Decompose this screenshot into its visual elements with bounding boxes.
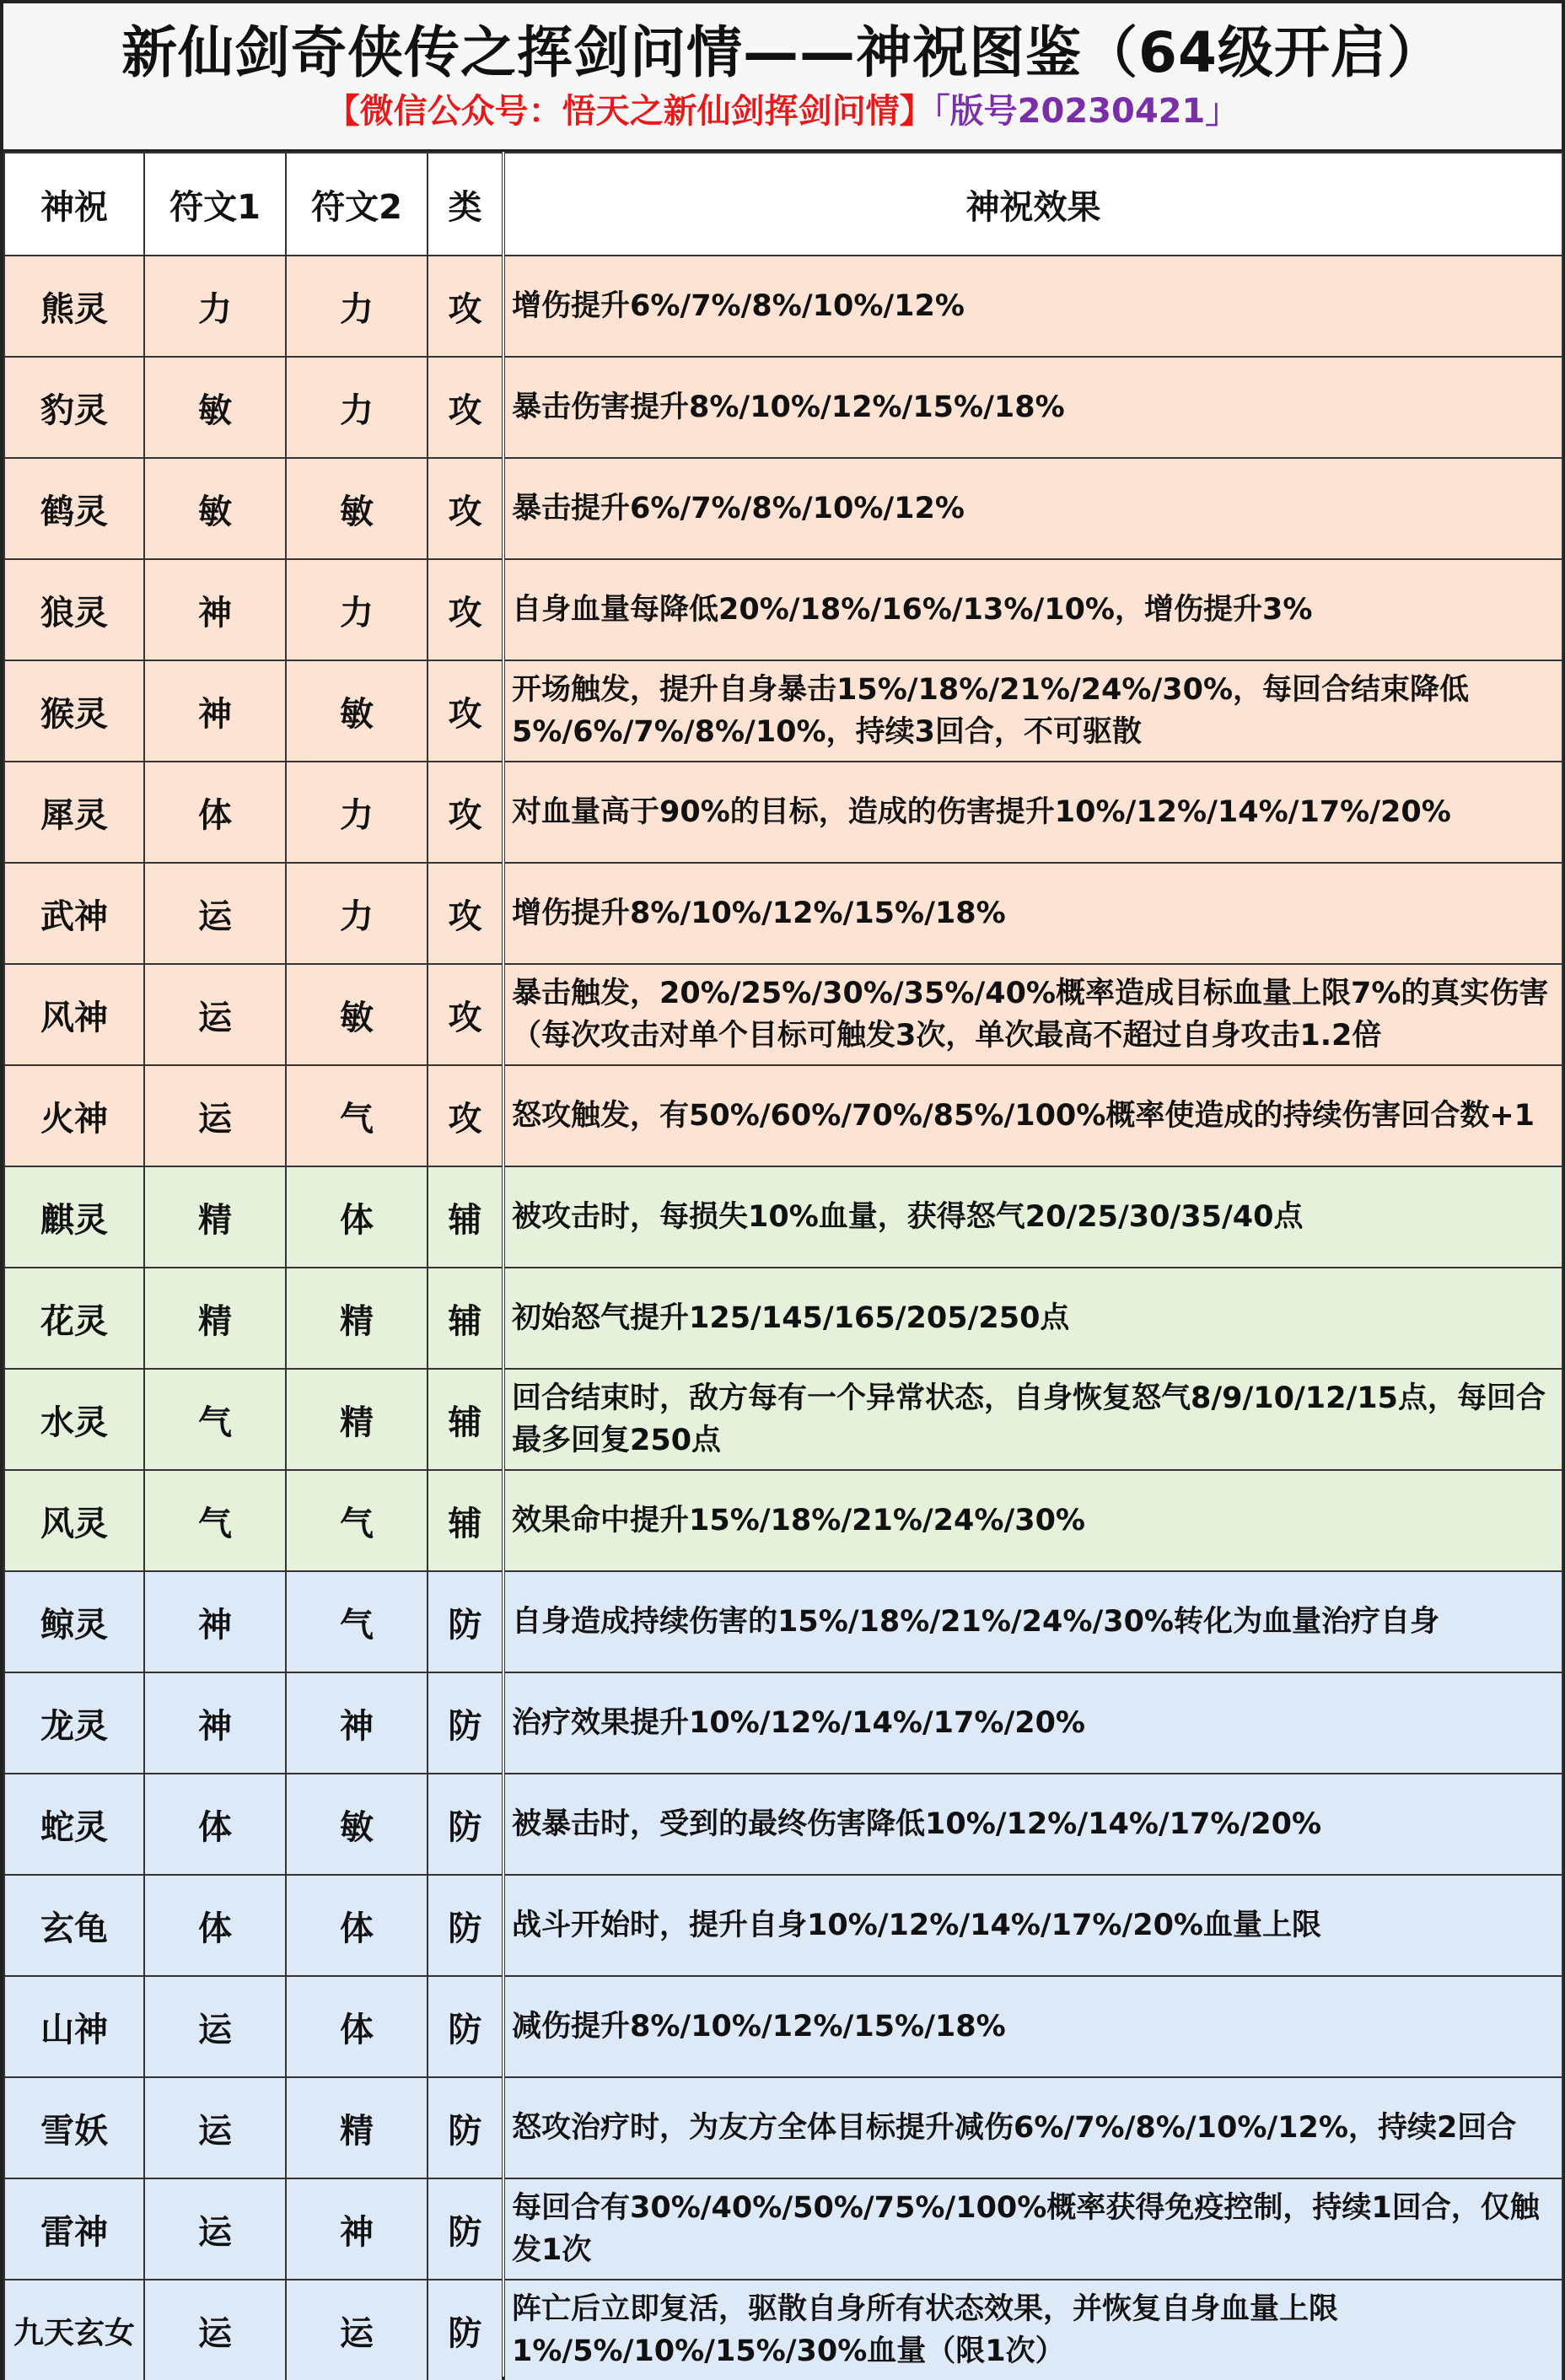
effect-cell: 治疗效果提升10%/12%/14%/17%/20% bbox=[503, 1672, 1562, 1774]
type-cell: 防 bbox=[428, 1774, 503, 1875]
rune2-cell: 力 bbox=[286, 357, 428, 458]
effect-cell: 战斗开始时，提升自身10%/12%/14%/17%/20%血量上限 bbox=[503, 1875, 1562, 1976]
type-cell: 攻 bbox=[428, 762, 503, 863]
rune2-cell: 体 bbox=[286, 1976, 428, 2077]
effect-cell: 增伤提升6%/7%/8%/10%/12% bbox=[503, 256, 1562, 357]
table-row bbox=[4, 1774, 1562, 1875]
rune1-cell: 神 bbox=[144, 1672, 286, 1774]
type-cell: 攻 bbox=[428, 559, 503, 660]
rune1-cell: 气 bbox=[144, 1369, 286, 1470]
rune1-cell: 运 bbox=[144, 964, 286, 1065]
rune2-cell: 力 bbox=[286, 559, 428, 660]
effect-cell: 增伤提升8%/10%/12%/15%/18% bbox=[503, 863, 1562, 964]
table-row bbox=[4, 1571, 1562, 1672]
blessing-name-cell: 水灵 bbox=[4, 1369, 144, 1470]
effect-cell: 被攻击时，每损失10%血量，获得怒气20/25/30/35/40点 bbox=[503, 1166, 1562, 1268]
rune1-cell: 精 bbox=[144, 1166, 286, 1268]
table-row bbox=[4, 1976, 1562, 2077]
rune2-cell: 神 bbox=[286, 2178, 428, 2280]
blessing-name-cell: 狼灵 bbox=[4, 559, 144, 660]
type-cell: 攻 bbox=[428, 357, 503, 458]
table-row bbox=[4, 660, 1562, 762]
blessing-name-cell: 蛇灵 bbox=[4, 1774, 144, 1875]
rune1-cell: 力 bbox=[144, 256, 286, 357]
version-label: 「版号20230421」 bbox=[933, 92, 1240, 131]
blessing-name-cell: 猴灵 bbox=[4, 660, 144, 762]
header-rune2: 符文2 bbox=[286, 153, 428, 256]
type-cell: 防 bbox=[428, 1875, 503, 1976]
table-row bbox=[4, 1268, 1562, 1369]
table-row bbox=[4, 2178, 1562, 2280]
table-row bbox=[4, 1470, 1562, 1571]
table-row bbox=[4, 1166, 1562, 1268]
rune1-cell: 敏 bbox=[144, 458, 286, 559]
rune1-cell: 神 bbox=[144, 660, 286, 762]
type-cell: 辅 bbox=[428, 1268, 503, 1369]
blessing-table bbox=[3, 152, 1563, 2380]
effect-cell: 暴击提升6%/7%/8%/10%/12% bbox=[503, 458, 1562, 559]
rune2-cell: 气 bbox=[286, 1571, 428, 1672]
rune2-cell: 气 bbox=[286, 1470, 428, 1571]
table-row bbox=[4, 964, 1562, 1065]
type-cell: 攻 bbox=[428, 1065, 503, 1166]
effect-cell: 对血量高于90%的目标，造成的伤害提升10%/12%/14%/17%/20% bbox=[503, 762, 1562, 863]
table-row bbox=[4, 357, 1562, 458]
type-cell: 防 bbox=[428, 2178, 503, 2280]
rune2-cell: 敏 bbox=[286, 660, 428, 762]
subtitle bbox=[3, 88, 1562, 135]
table-row bbox=[4, 559, 1562, 660]
blessing-name-cell: 雪妖 bbox=[4, 2077, 144, 2178]
rune1-cell: 敏 bbox=[144, 357, 286, 458]
rune2-cell: 力 bbox=[286, 256, 428, 357]
type-cell: 防 bbox=[428, 1672, 503, 1774]
rune1-cell: 神 bbox=[144, 1571, 286, 1672]
rune2-cell: 敏 bbox=[286, 1774, 428, 1875]
blessing-name-cell: 鹤灵 bbox=[4, 458, 144, 559]
blessing-name-cell: 龙灵 bbox=[4, 1672, 144, 1774]
effect-cell: 每回合有30%/40%/50%/75%/100%概率获得免疫控制，持续1回合，仅触发1次 bbox=[503, 2178, 1562, 2280]
blessing-name-cell: 武神 bbox=[4, 863, 144, 964]
type-cell: 防 bbox=[428, 2077, 503, 2178]
type-cell: 辅 bbox=[428, 1470, 503, 1571]
rune2-cell: 运 bbox=[286, 2280, 428, 2380]
table-body bbox=[4, 256, 1562, 2380]
rune2-cell: 神 bbox=[286, 1672, 428, 1774]
effect-cell: 自身造成持续伤害的15%/18%/21%/24%/30%转化为血量治疗自身 bbox=[503, 1571, 1562, 1672]
blessing-name-cell: 玄龟 bbox=[4, 1875, 144, 1976]
table-row bbox=[4, 2280, 1562, 2380]
header bbox=[3, 3, 1562, 152]
type-cell: 防 bbox=[428, 1571, 503, 1672]
rune2-cell: 敏 bbox=[286, 964, 428, 1065]
rune1-cell: 气 bbox=[144, 1470, 286, 1571]
rune2-cell: 精 bbox=[286, 1268, 428, 1369]
table-row bbox=[4, 2077, 1562, 2178]
rune1-cell: 运 bbox=[144, 2280, 286, 2380]
table-row bbox=[4, 1065, 1562, 1166]
effect-cell: 自身血量每降低20%/18%/16%/13%/10%，增伤提升3% bbox=[503, 559, 1562, 660]
blessing-name-cell: 豹灵 bbox=[4, 357, 144, 458]
blessing-name-cell: 九天玄女 bbox=[4, 2280, 144, 2380]
effect-cell: 暴击触发，20%/25%/30%/35%/40%概率造成目标血量上限7%的真实伤害（每次攻击对单个目标可触发3次，单次最高不超过自身攻击1.2倍 bbox=[503, 964, 1562, 1065]
table-row bbox=[4, 1672, 1562, 1774]
rune1-cell: 运 bbox=[144, 2077, 286, 2178]
table-row bbox=[4, 863, 1562, 964]
effect-cell: 阵亡后立即复活，驱散自身所有状态效果，并恢复自身血量上限1%/5%/10%/15%/30%血量（限1次） bbox=[503, 2280, 1562, 2380]
blessing-name-cell: 鲸灵 bbox=[4, 1571, 144, 1672]
header-effect: 神祝效果 bbox=[503, 153, 1562, 256]
effect-cell: 初始怒气提升125/145/165/205/250点 bbox=[503, 1268, 1562, 1369]
effect-cell: 回合结束时，敌方每有一个异常状态，自身恢复怒气8/9/10/12/15点，每回合最多回复250点 bbox=[503, 1369, 1562, 1470]
effect-cell: 怒攻治疗时，为友方全体目标提升减伤6%/7%/8%/10%/12%，持续2回合 bbox=[503, 2077, 1562, 2178]
rune2-cell: 力 bbox=[286, 762, 428, 863]
rune2-cell: 体 bbox=[286, 1875, 428, 1976]
rune2-cell: 力 bbox=[286, 863, 428, 964]
effect-cell: 怒攻触发，有50%/60%/70%/85%/100%概率使造成的持续伤害回合数+1 bbox=[503, 1065, 1562, 1166]
table-row bbox=[4, 1875, 1562, 1976]
blessing-name-cell: 风神 bbox=[4, 964, 144, 1065]
type-cell: 攻 bbox=[428, 660, 503, 762]
blessing-name-cell: 熊灵 bbox=[4, 256, 144, 357]
rune1-cell: 运 bbox=[144, 1976, 286, 2077]
blessing-name-cell: 火神 bbox=[4, 1065, 144, 1166]
type-cell: 防 bbox=[428, 2280, 503, 2380]
rune2-cell: 气 bbox=[286, 1065, 428, 1166]
effect-cell: 暴击伤害提升8%/10%/12%/15%/18% bbox=[503, 357, 1562, 458]
rune1-cell: 运 bbox=[144, 1065, 286, 1166]
blessing-name-cell: 花灵 bbox=[4, 1268, 144, 1369]
rune1-cell: 神 bbox=[144, 559, 286, 660]
rune1-cell: 体 bbox=[144, 1875, 286, 1976]
table-row bbox=[4, 458, 1562, 559]
wechat-account-label: 【微信公众号：悟天之新仙剑挥剑问情】 bbox=[325, 92, 933, 131]
type-cell: 防 bbox=[428, 1976, 503, 2077]
header-name: 神祝 bbox=[4, 153, 144, 256]
blessing-name-cell: 山神 bbox=[4, 1976, 144, 2077]
rune2-cell: 精 bbox=[286, 1369, 428, 1470]
rune1-cell: 体 bbox=[144, 1774, 286, 1875]
type-cell: 攻 bbox=[428, 256, 503, 357]
effect-cell: 开场触发，提升自身暴击15%/18%/21%/24%/30%，每回合结束降低5%/6%/7%/8%/10%，持续3回合，不可驱散 bbox=[503, 660, 1562, 762]
rune2-cell: 精 bbox=[286, 2077, 428, 2178]
type-cell: 攻 bbox=[428, 964, 503, 1065]
effect-cell: 效果命中提升15%/18%/21%/24%/30% bbox=[503, 1470, 1562, 1571]
blessing-name-cell: 风灵 bbox=[4, 1470, 144, 1571]
effect-cell: 被暴击时，受到的最终伤害降低10%/12%/14%/17%/20% bbox=[503, 1774, 1562, 1875]
table-row bbox=[4, 762, 1562, 863]
header-type: 类 bbox=[428, 153, 503, 256]
type-cell: 辅 bbox=[428, 1369, 503, 1470]
table-header bbox=[4, 153, 1562, 256]
rune1-cell: 体 bbox=[144, 762, 286, 863]
rune1-cell: 运 bbox=[144, 2178, 286, 2280]
blessing-name-cell: 雷神 bbox=[4, 2178, 144, 2280]
rune2-cell: 体 bbox=[286, 1166, 428, 1268]
table-row bbox=[4, 256, 1562, 357]
blessing-name-cell: 麒灵 bbox=[4, 1166, 144, 1268]
type-cell: 攻 bbox=[428, 458, 503, 559]
rune1-cell: 精 bbox=[144, 1268, 286, 1369]
header-row bbox=[4, 153, 1562, 256]
effect-cell: 减伤提升8%/10%/12%/15%/18% bbox=[503, 1976, 1562, 2077]
type-cell: 辅 bbox=[428, 1166, 503, 1268]
header-rune1: 符文1 bbox=[144, 153, 286, 256]
table-row bbox=[4, 1369, 1562, 1470]
blessing-name-cell: 犀灵 bbox=[4, 762, 144, 863]
type-cell: 攻 bbox=[428, 863, 503, 964]
rune2-cell: 敏 bbox=[286, 458, 428, 559]
rune1-cell: 运 bbox=[144, 863, 286, 964]
page-title: 新仙剑奇侠传之挥剑问情——神祝图鉴（64级开启） bbox=[121, 20, 1444, 85]
